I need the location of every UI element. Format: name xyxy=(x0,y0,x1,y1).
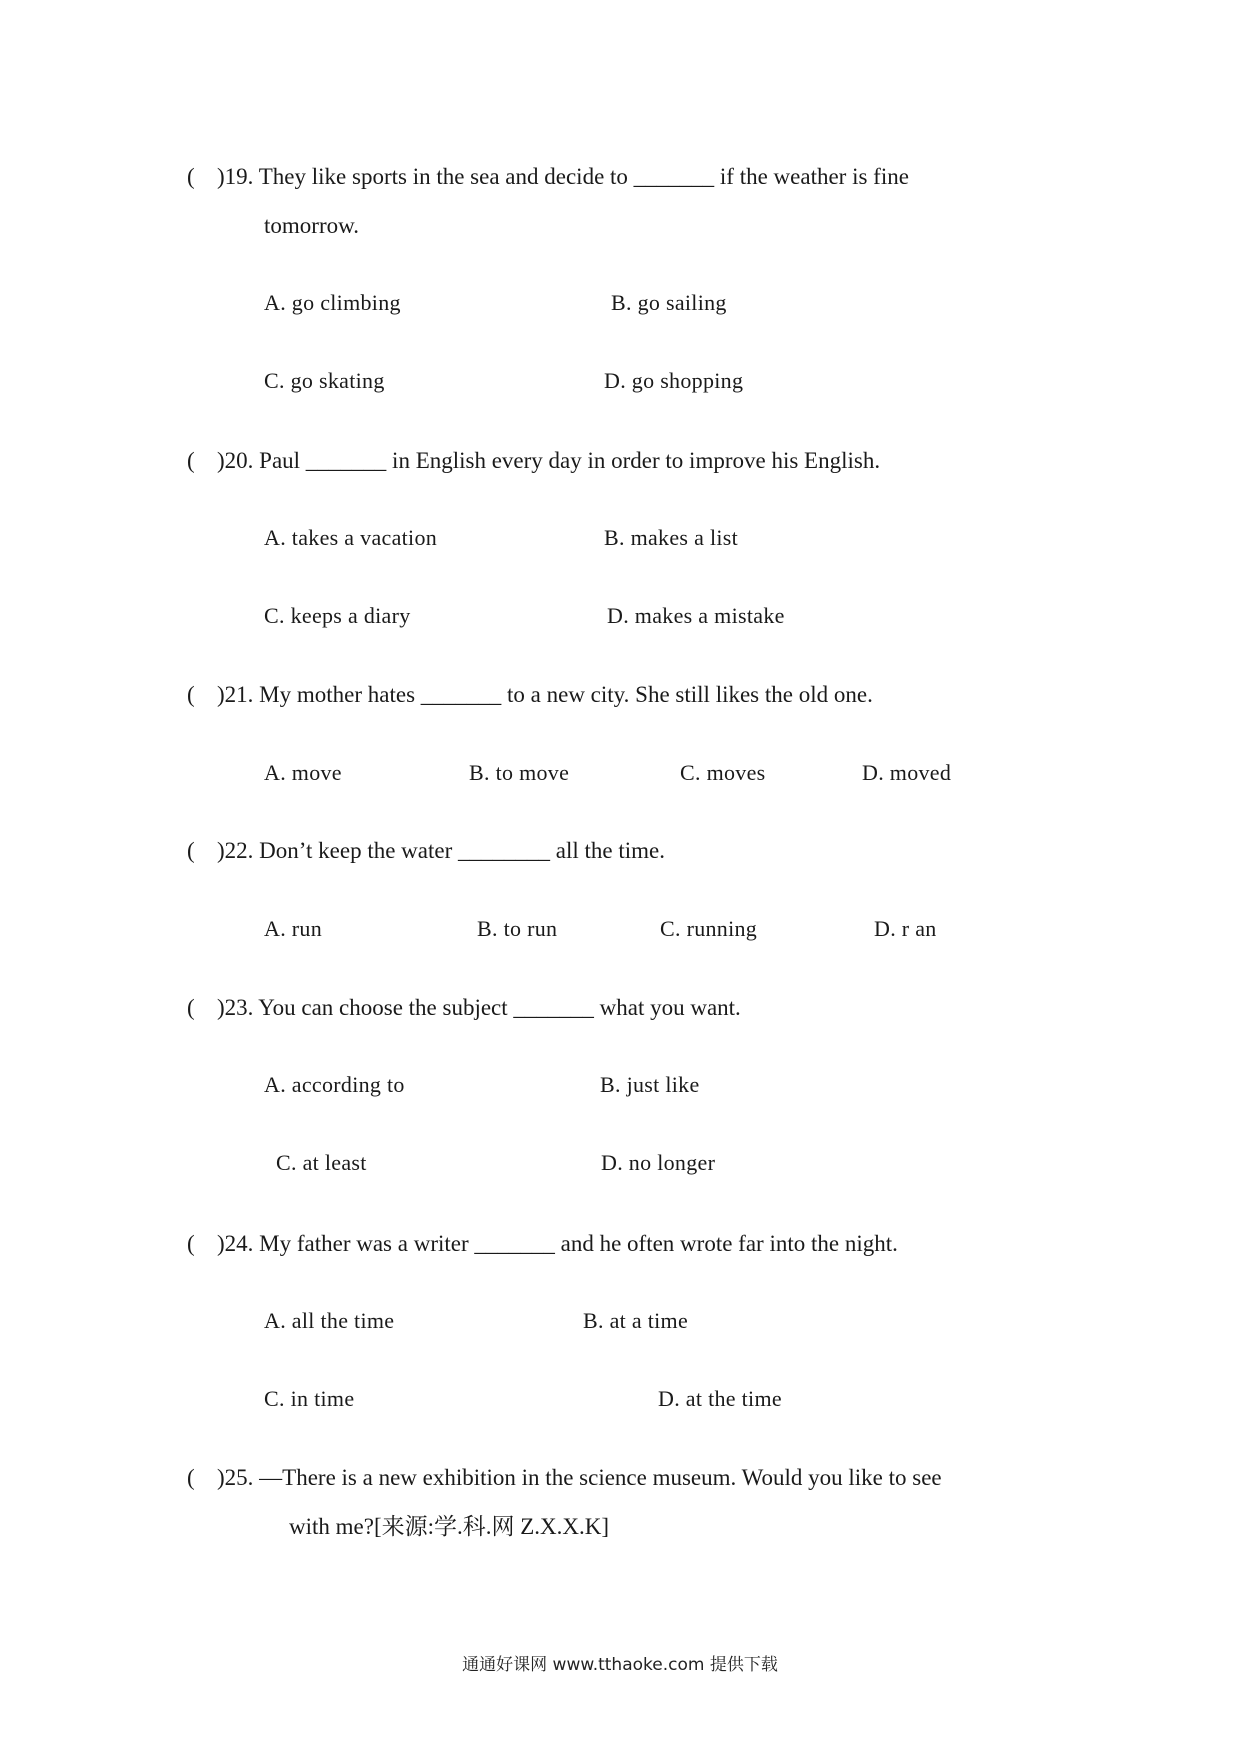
option-d: D. at the time xyxy=(658,1386,782,1411)
answer-bracket: ( xyxy=(187,682,195,707)
question-23 xyxy=(187,996,741,1019)
option-a: A. move xyxy=(264,760,342,785)
answer-bracket: ( xyxy=(187,448,195,473)
question-20 xyxy=(187,449,880,472)
option-b: B. to move xyxy=(469,760,570,785)
answer-bracket: ( xyxy=(187,164,195,189)
question-continuation: with me?[来源:学.科.网 Z.X.X.K] xyxy=(289,1514,610,1539)
question-stem: )23. You can choose the subject _______ what you want. xyxy=(217,995,741,1020)
option-d: D. no longer xyxy=(601,1150,716,1175)
option-d: D. makes a mistake xyxy=(607,603,785,628)
option-c: C. moves xyxy=(680,760,766,785)
option-d: D. go shopping xyxy=(604,368,744,393)
question-25 xyxy=(187,1466,942,1489)
option-b: B. go sailing xyxy=(611,290,727,315)
option-b: B. at a time xyxy=(583,1308,689,1333)
option-c: C. at least xyxy=(276,1150,367,1175)
answer-bracket: ( xyxy=(187,1465,195,1490)
answer-bracket: ( xyxy=(187,838,195,863)
option-d: D. r an xyxy=(874,916,937,941)
option-c: C. keeps a diary xyxy=(264,603,411,628)
question-stem: )25. —There is a new exhibition in the science museum. Would you like to see xyxy=(217,1465,942,1490)
question-24 xyxy=(187,1232,898,1255)
option-c: C. in time xyxy=(264,1386,355,1411)
option-a: A. run xyxy=(264,916,323,941)
option-b: B. makes a list xyxy=(604,525,739,550)
option-b: B. just like xyxy=(600,1072,700,1097)
option-c: C. go skating xyxy=(264,368,385,393)
question-stem: )19. They like sports in the sea and decide to _______ if the weather is fine xyxy=(217,164,909,189)
answer-bracket: ( xyxy=(187,1231,195,1256)
option-a: A. go climbing xyxy=(264,290,401,315)
question-stem: )21. My mother hates _______ to a new city. She still likes the old one. xyxy=(217,682,873,707)
question-22 xyxy=(187,839,665,862)
option-d: D. moved xyxy=(862,760,952,785)
question-stem: )22. Don’t keep the water ________ all the time. xyxy=(217,838,665,863)
option-a: A. all the time xyxy=(264,1308,395,1333)
answer-bracket: ( xyxy=(187,995,195,1020)
option-a: A. takes a vacation xyxy=(264,525,438,550)
option-a: A. according to xyxy=(264,1072,405,1097)
question-continuation: tomorrow. xyxy=(264,213,359,238)
page-footer: 通通好课网 www.tthaoke.com 提供下载 xyxy=(462,1655,778,1675)
question-21 xyxy=(187,683,873,706)
question-19 xyxy=(187,165,909,188)
option-c: C. running xyxy=(660,916,758,941)
question-stem: )20. Paul _______ in English every day in order to improve his English. xyxy=(217,448,881,473)
question-stem: )24. My father was a writer _______ and he often wrote far into the night. xyxy=(217,1231,898,1256)
option-b: B. to run xyxy=(477,916,558,941)
